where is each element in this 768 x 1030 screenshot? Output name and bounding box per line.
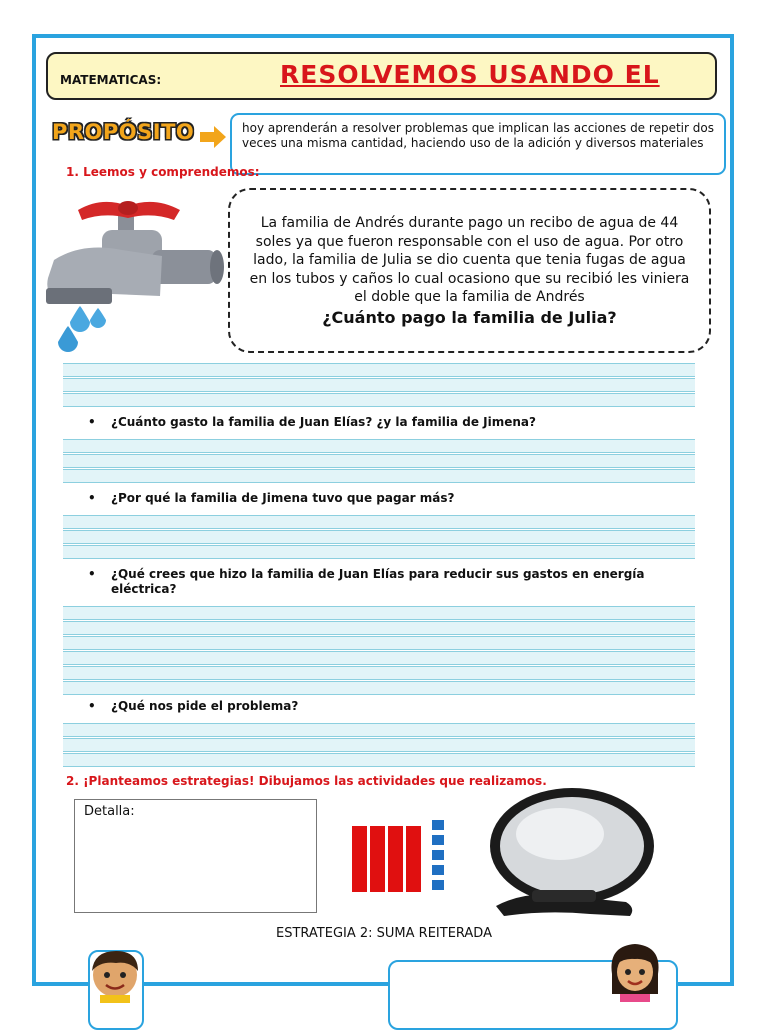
boy-icon xyxy=(86,945,144,1003)
right-arrow-icon xyxy=(200,126,226,148)
answer-lines xyxy=(63,606,695,696)
mirror-icon xyxy=(486,786,666,921)
detail-label: Detalla: xyxy=(84,804,135,819)
answer-lines xyxy=(63,515,695,560)
bullet-point: • xyxy=(88,415,96,429)
question-1-text: ¿Cuánto gasto la familia de Juan Elías? ¿y la familia de Jimena? xyxy=(111,415,536,429)
story-text: La familia de Andrés durante pago un recibo de agua de 44 soles ya que fueron responsable con el uso de agua. Por otro lado, la familia de Julia se dio cuenta que tenia fugas de agua en los tubos y caños lo cual ocasiono que su recibió les viniera el doble que la familia de Andrés xyxy=(249,215,690,305)
bullet-point: • xyxy=(88,491,96,505)
question-3-text: ¿Qué crees que hizo la familia de Juan Elías para reducir sus gastos en energía xyxy=(111,567,645,581)
strategy-caption: ESTRATEGIA 2: SUMA REITERADA xyxy=(276,926,492,941)
answer-lines xyxy=(63,439,695,484)
base-ten-blocks-icon xyxy=(350,820,450,895)
question-2-text: ¿Por qué la familia de Jimena tuvo que pagar más? xyxy=(111,491,455,505)
faucet-icon xyxy=(42,190,227,355)
question-4-text: ¿Qué nos pide el problema? xyxy=(111,699,299,713)
purpose-label: PROPÓSITO xyxy=(52,120,195,144)
subject-label: MATEMATICAS: xyxy=(60,73,162,87)
page-title: RESOLVEMOS USANDO EL xyxy=(280,60,660,89)
section-2-heading: 2. ¡Planteamos estrategias! Dibujamos las actividades que realizamos. xyxy=(66,774,547,788)
answer-lines xyxy=(63,363,695,408)
detail-box xyxy=(74,799,317,913)
bullet-point: • xyxy=(88,699,96,713)
answer-lines xyxy=(63,723,695,768)
purpose-text: hoy aprenderán a resolver problemas que implican las acciones de repetir dos veces una misma cantidad, haciendo uso de la adición y diversos materiales xyxy=(230,113,726,175)
section-1-heading: 1. Leemos y comprendemos: xyxy=(66,165,260,179)
story-box xyxy=(228,188,711,353)
bullet-point: • xyxy=(88,567,96,581)
question-3-text-cont: eléctrica? xyxy=(111,582,177,596)
girl-icon xyxy=(604,940,666,1002)
story-question: ¿Cuánto pago la familia de Julia? xyxy=(322,307,617,327)
